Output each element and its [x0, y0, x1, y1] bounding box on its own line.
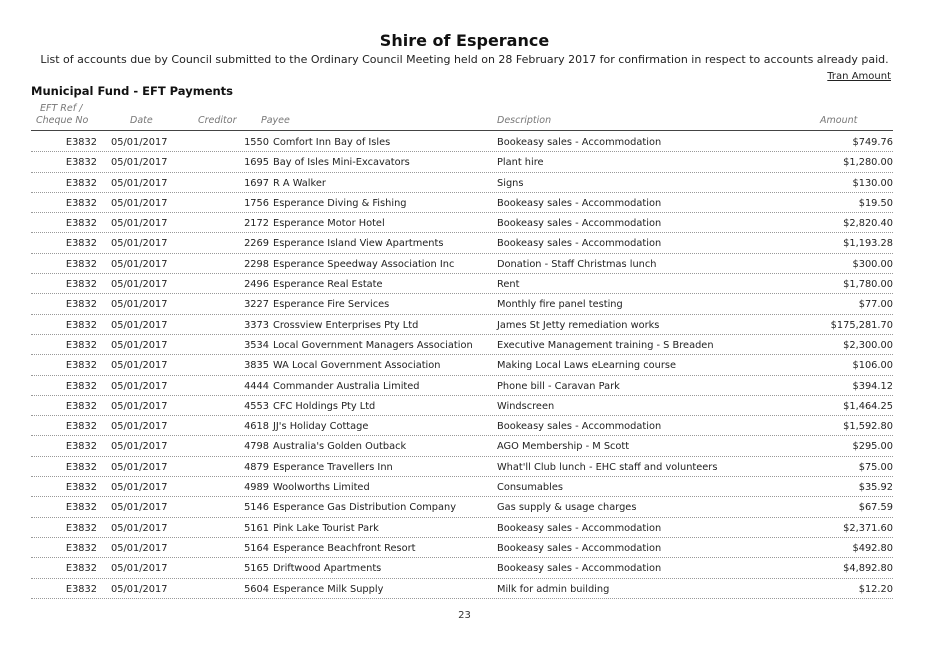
cell-description: Bookeasy sales - Accommodation	[497, 542, 662, 554]
cell-creditor: 1695	[244, 157, 269, 169]
cell-amount: $1,780.00	[843, 279, 893, 291]
cell-creditor: 2298	[244, 258, 269, 270]
table-row	[31, 274, 893, 294]
tran-amount-link[interactable]: Tran Amount	[827, 71, 891, 82]
cell-creditor: 4444	[244, 380, 269, 392]
table-row	[31, 294, 893, 314]
cell-date: 05/01/2017	[111, 421, 168, 433]
cell-description: Monthly fire panel testing	[497, 299, 623, 311]
cell-description: Bookeasy sales - Accommodation	[497, 137, 662, 148]
cell-eft-ref: E3832	[65, 421, 97, 433]
cell-creditor: 5604	[244, 583, 269, 595]
cell-date: 05/01/2017	[111, 177, 168, 189]
cell-creditor: 1697	[244, 177, 269, 189]
cell-description: Bookeasy sales - Accommodation	[497, 197, 662, 209]
cell-payee: Pink Lake Tourist Park	[273, 522, 379, 534]
cell-creditor: 5161	[244, 522, 269, 534]
cell-amount: $77.00	[858, 299, 893, 311]
document-subtitle: List of accounts due by Council submitted to the Ordinary Council Meeting held on 28 February 2017 for confirmation in respect to accounts already paid.	[40, 53, 889, 66]
cell-payee: Esperance Island View Apartments	[273, 238, 444, 250]
cell-creditor: 4618	[244, 421, 269, 433]
cell-creditor: 1756	[244, 197, 269, 209]
cell-date: 05/01/2017	[111, 197, 168, 209]
cell-eft-ref: E3832	[65, 502, 97, 514]
cell-payee: Esperance Travellers Inn	[273, 461, 393, 473]
cell-description: Donation - Staff Christmas lunch	[497, 258, 657, 270]
cell-creditor: 4879	[244, 461, 269, 473]
cell-payee: R A Walker	[273, 177, 326, 189]
cell-amount: $1,592.80	[843, 421, 893, 433]
cell-creditor: 5165	[244, 563, 269, 575]
column-header-ref-line1: EFT Ref /	[40, 103, 83, 114]
cell-amount: $1,193.28	[843, 238, 893, 250]
table-row	[31, 193, 893, 213]
cell-description: Windscreen	[497, 400, 555, 412]
cell-eft-ref: E3832	[65, 380, 97, 392]
cell-description: Bookeasy sales - Accommodation	[497, 218, 662, 230]
column-header-payee: Payee	[261, 115, 290, 126]
cell-amount: $394.12	[852, 380, 893, 392]
column-header-description: Description	[497, 115, 552, 126]
cell-eft-ref: E3832	[65, 238, 97, 250]
cell-description: AGO Membership - M Scott	[497, 441, 630, 453]
cell-description: Making Local Laws eLearning course	[497, 360, 677, 372]
table-row	[31, 173, 893, 193]
cell-creditor: 2496	[244, 279, 269, 291]
document-title: Shire of Esperance	[379, 31, 550, 50]
cell-payee: Esperance Beachfront Resort	[273, 542, 416, 554]
cell-amount: $2,371.60	[843, 522, 893, 534]
cell-eft-ref: E3832	[65, 339, 97, 351]
column-header-amount: Amount	[820, 115, 858, 126]
table-row	[31, 132, 893, 152]
cell-amount: $106.00	[852, 360, 893, 372]
table-row	[31, 335, 893, 355]
cell-eft-ref: E3832	[65, 542, 97, 554]
cell-description: Bookeasy sales - Accommodation	[497, 563, 662, 575]
cell-creditor: 3835	[244, 360, 269, 372]
cell-amount: $12.20	[858, 583, 893, 595]
cell-amount: $67.59	[858, 502, 893, 514]
cell-eft-ref: E3832	[65, 157, 97, 169]
column-header-creditor: Creditor	[198, 115, 237, 126]
cell-date: 05/01/2017	[111, 218, 168, 230]
cell-eft-ref: E3832	[65, 258, 97, 270]
cell-date: 05/01/2017	[111, 238, 168, 250]
cell-amount: $295.00	[852, 441, 893, 453]
cell-amount: $1,464.25	[843, 400, 893, 412]
cell-payee: Australia's Golden Outback	[273, 441, 407, 453]
cell-date: 05/01/2017	[111, 461, 168, 473]
cell-date: 05/01/2017	[111, 542, 168, 554]
table-row	[31, 396, 893, 416]
cell-payee: Esperance Gas Distribution Company	[273, 502, 456, 514]
cell-eft-ref: E3832	[65, 360, 97, 372]
page-number: 23	[458, 610, 471, 621]
cell-date: 05/01/2017	[111, 360, 168, 372]
cell-date: 05/01/2017	[111, 157, 168, 169]
cell-amount: $35.92	[858, 482, 893, 494]
cell-description: Phone bill - Caravan Park	[497, 380, 620, 392]
table-row	[31, 579, 893, 599]
table-row	[31, 436, 893, 456]
cell-amount: $300.00	[852, 258, 893, 270]
cell-eft-ref: E3832	[65, 400, 97, 412]
cell-amount: $1,280.00	[843, 157, 893, 169]
cell-eft-ref: E3832	[65, 583, 97, 595]
cell-payee: Esperance Diving & Fishing	[273, 197, 407, 209]
cell-date: 05/01/2017	[111, 522, 168, 534]
cell-creditor: 1550	[244, 137, 269, 148]
table-row	[31, 497, 893, 517]
cell-description: Rent	[497, 279, 520, 291]
cell-eft-ref: E3832	[65, 482, 97, 494]
cell-date: 05/01/2017	[111, 502, 168, 514]
cell-amount: $2,300.00	[843, 339, 893, 351]
cell-eft-ref: E3832	[65, 461, 97, 473]
cell-date: 05/01/2017	[111, 299, 168, 311]
cell-eft-ref: E3832	[65, 319, 97, 331]
table-row	[31, 457, 893, 477]
cell-amount: $75.00	[858, 461, 893, 473]
table-row	[31, 416, 893, 436]
cell-amount: $130.00	[852, 177, 893, 189]
cell-amount: $492.80	[852, 542, 893, 554]
cell-date: 05/01/2017	[111, 441, 168, 453]
column-header-date: Date	[130, 115, 153, 126]
table-row	[31, 233, 893, 253]
cell-creditor: 3373	[244, 319, 269, 331]
table-row	[31, 152, 893, 172]
cell-description: James St Jetty remediation works	[497, 319, 660, 331]
table-row	[31, 538, 893, 558]
cell-date: 05/01/2017	[111, 279, 168, 291]
cell-creditor: 3227	[244, 299, 269, 311]
cell-amount: $4,892.80	[843, 563, 893, 575]
cell-payee: Esperance Milk Supply	[273, 583, 384, 595]
cell-creditor: 5146	[244, 502, 269, 514]
cell-creditor: 4553	[244, 400, 269, 412]
cell-eft-ref: E3832	[65, 197, 97, 209]
cell-eft-ref: E3832	[65, 299, 97, 311]
cell-description: Bookeasy sales - Accommodation	[497, 238, 662, 250]
cell-description: Executive Management training - S Breaden	[497, 339, 714, 351]
cell-creditor: 4989	[244, 482, 269, 494]
cell-date: 05/01/2017	[111, 319, 168, 331]
cell-date: 05/01/2017	[111, 482, 168, 494]
cell-date: 05/01/2017	[111, 258, 168, 270]
cell-date: 05/01/2017	[111, 563, 168, 575]
table-row	[31, 558, 893, 578]
cell-description: Gas supply & usage charges	[497, 502, 637, 514]
section-title: Municipal Fund - EFT Payments	[31, 84, 234, 98]
cell-payee: WA Local Government Association	[273, 360, 441, 372]
cell-payee: Local Government Managers Association	[273, 339, 473, 351]
cell-payee: Woolworths Limited	[273, 482, 370, 494]
cell-eft-ref: E3832	[65, 441, 97, 453]
cell-description: Signs	[497, 177, 524, 189]
cell-date: 05/01/2017	[111, 400, 168, 412]
payments-table	[31, 132, 893, 599]
cell-eft-ref: E3832	[65, 137, 97, 148]
column-header-ref-line2: Cheque No	[36, 115, 89, 126]
table-row	[31, 355, 893, 375]
cell-creditor: 2269	[244, 238, 269, 250]
cell-eft-ref: E3832	[65, 522, 97, 534]
cell-creditor: 5164	[244, 542, 269, 554]
cell-amount: $749.76	[852, 137, 893, 148]
cell-payee: Crossview Enterprises Pty Ltd	[273, 319, 419, 331]
table-row	[31, 477, 893, 497]
cell-payee: Esperance Speedway Association Inc	[273, 258, 455, 270]
cell-description: Plant hire	[497, 157, 544, 169]
cell-payee: Esperance Fire Services	[273, 299, 390, 311]
cell-eft-ref: E3832	[65, 279, 97, 291]
cell-amount: $175,281.70	[830, 319, 893, 331]
cell-payee: Bay of Isles Mini-Excavators	[273, 157, 410, 169]
cell-description: Milk for admin building	[497, 583, 610, 595]
cell-amount: $19.50	[858, 197, 893, 209]
cell-payee: Esperance Motor Hotel	[273, 218, 385, 230]
cell-description: Consumables	[497, 482, 563, 494]
cell-payee: Comfort Inn Bay of Isles	[273, 137, 391, 148]
cell-payee: Commander Australia Limited	[273, 380, 420, 392]
cell-creditor: 4798	[244, 441, 269, 453]
cell-date: 05/01/2017	[111, 380, 168, 392]
header-divider	[31, 130, 893, 131]
cell-eft-ref: E3832	[65, 563, 97, 575]
cell-payee: Driftwood Apartments	[273, 563, 382, 575]
table-row	[31, 213, 893, 233]
cell-description: What'll Club lunch - EHC staff and volunteers	[497, 461, 718, 473]
cell-eft-ref: E3832	[65, 177, 97, 189]
cell-payee: Esperance Real Estate	[273, 279, 383, 291]
cell-payee: JJ's Holiday Cottage	[273, 421, 369, 433]
cell-date: 05/01/2017	[111, 137, 168, 148]
cell-creditor: 2172	[244, 218, 269, 230]
table-row	[31, 376, 893, 396]
table-row	[31, 254, 893, 274]
cell-amount: $2,820.40	[843, 218, 893, 230]
table-row	[31, 315, 893, 335]
cell-payee: CFC Holdings Pty Ltd	[273, 400, 376, 412]
cell-date: 05/01/2017	[111, 583, 168, 595]
cell-description: Bookeasy sales - Accommodation	[497, 522, 662, 534]
cell-creditor: 3534	[244, 339, 269, 351]
cell-eft-ref: E3832	[65, 218, 97, 230]
cell-date: 05/01/2017	[111, 339, 168, 351]
table-row	[31, 518, 893, 538]
cell-description: Bookeasy sales - Accommodation	[497, 421, 662, 433]
